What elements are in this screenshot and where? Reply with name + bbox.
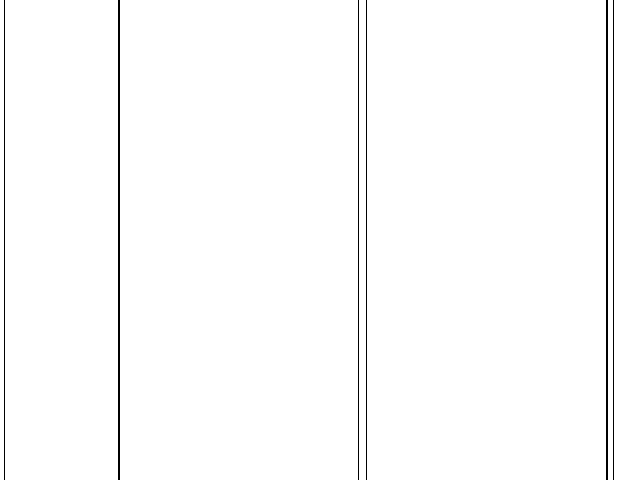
table-border-col1 xyxy=(118,0,120,480)
subject-cell xyxy=(5,0,118,480)
table-border-col2b xyxy=(366,0,367,480)
table-border-col3a xyxy=(606,0,608,480)
table-border-col3b xyxy=(613,0,614,480)
table-border-col2a xyxy=(358,0,359,480)
supplies-cell xyxy=(380,4,602,30)
books-cell xyxy=(124,0,356,18)
